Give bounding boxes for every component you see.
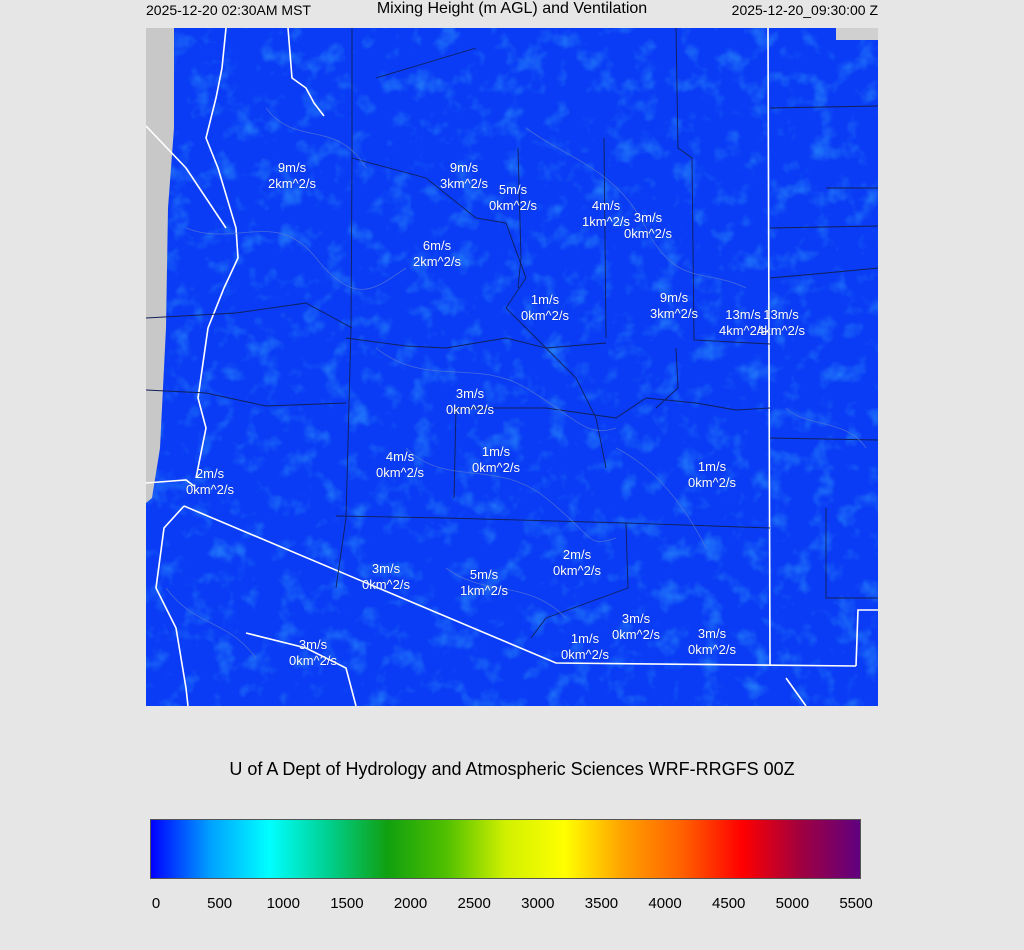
station-ventilation: 0km^2/s <box>375 465 425 480</box>
station-ventilation: 0km^2/s <box>445 402 495 417</box>
colorbar-tick-label: 2000 <box>393 895 428 912</box>
station-ventilation: 1km^2/s <box>459 583 509 598</box>
station-label <box>624 210 672 242</box>
station-label <box>289 637 337 669</box>
station-label <box>612 611 660 643</box>
station-wind: 4m/s <box>591 198 621 213</box>
station-label <box>268 160 316 192</box>
no-data-area-north <box>836 28 878 40</box>
station-ventilation: 0km^2/s <box>552 563 602 578</box>
station-ventilation: 0km^2/s <box>471 460 521 475</box>
colorbar-tick-label: 1000 <box>266 895 300 912</box>
map-canvas <box>146 28 878 706</box>
station-label <box>561 631 609 663</box>
station-label <box>413 238 461 270</box>
colorbar-tick-label: 500 <box>207 895 233 912</box>
station-ventilation: 4km^2/s <box>756 323 806 338</box>
valid-time-label: 2025-12-20_09:30:00 Z <box>731 2 878 18</box>
station-wind: 4m/s <box>385 449 415 464</box>
station-ventilation: 0km^2/s <box>623 226 673 241</box>
station-label <box>688 459 736 491</box>
colorbar-tick-label: 5500 <box>839 895 873 912</box>
colorbar-tick-label: 3500 <box>584 895 619 912</box>
station-label <box>472 444 520 476</box>
station-wind: 13m/s <box>763 307 799 322</box>
colorbar-tick-label: 5000 <box>775 895 810 912</box>
colorbar-tick-label: 4000 <box>648 895 682 912</box>
station-wind: 3m/s <box>633 210 663 225</box>
station-wind: 2m/s <box>195 466 225 481</box>
station-ventilation: 2km^2/s <box>412 254 462 269</box>
station-wind: 3m/s <box>371 561 401 576</box>
station-wind: 3m/s <box>621 611 651 626</box>
station-ventilation: 0km^2/s <box>611 627 661 642</box>
station-wind: 2m/s <box>562 547 592 562</box>
station-ventilation: 3km^2/s <box>649 306 699 321</box>
station-label <box>446 386 494 418</box>
station-label <box>688 626 736 658</box>
station-label <box>521 292 569 324</box>
local-time-label: 2025-12-20 02:30AM MST <box>146 2 311 18</box>
station-label <box>362 561 410 593</box>
station-wind: 9m/s <box>659 290 689 305</box>
station-wind: 1m/s <box>570 631 600 646</box>
colorbar-tick-label: 4500 <box>712 895 746 912</box>
station-wind: 5m/s <box>469 567 499 582</box>
map-title: Mixing Height (m AGL) and Ventilation <box>376 0 648 17</box>
station-wind: 13m/s <box>725 307 761 322</box>
station-wind: 3m/s <box>455 386 485 401</box>
mixing-height-map <box>146 28 878 706</box>
station-wind: 1m/s <box>530 292 560 307</box>
station-label <box>186 466 234 498</box>
station-label <box>553 547 601 579</box>
station-label <box>757 307 805 339</box>
station-label <box>376 449 424 481</box>
station-label <box>440 160 488 192</box>
credit-line: U of A Dept of Hydrology and Atmospheric Sciences WRF-RRGFS 00Z <box>229 759 795 779</box>
station-ventilation: 1km^2/s <box>581 214 631 229</box>
station-ventilation: 0km^2/s <box>185 482 235 497</box>
station-wind: 9m/s <box>449 160 479 175</box>
colorbar-tick-label: 1500 <box>330 895 364 912</box>
station-ventilation: 0km^2/s <box>687 642 737 657</box>
station-label <box>582 198 630 230</box>
station-wind: 3m/s <box>298 637 328 652</box>
colorbar-tick-label: 2500 <box>457 895 491 912</box>
station-ventilation: 2km^2/s <box>267 176 317 191</box>
station-ventilation: 0km^2/s <box>361 577 411 592</box>
station-ventilation: 4km^2/s <box>718 323 768 338</box>
station-wind: 9m/s <box>277 160 307 175</box>
colorbar-tick-label: 3000 <box>521 895 555 912</box>
station-ventilation: 0km^2/s <box>687 475 737 490</box>
station-wind: 1m/s <box>697 459 727 474</box>
station-label <box>489 182 537 214</box>
station-ventilation: 0km^2/s <box>520 308 570 323</box>
station-wind: 6m/s <box>422 238 452 253</box>
station-label <box>650 290 698 322</box>
station-ventilation: 0km^2/s <box>288 653 338 668</box>
station-label <box>460 567 508 599</box>
colorbar-tick-label: 0 <box>151 895 161 912</box>
station-ventilation: 3km^2/s <box>439 176 489 191</box>
station-wind: 1m/s <box>481 444 511 459</box>
station-wind: 3m/s <box>697 626 727 641</box>
colorbar <box>150 819 861 879</box>
station-wind: 5m/s <box>498 182 528 197</box>
station-ventilation: 0km^2/s <box>488 198 538 213</box>
station-ventilation: 0km^2/s <box>560 647 610 662</box>
